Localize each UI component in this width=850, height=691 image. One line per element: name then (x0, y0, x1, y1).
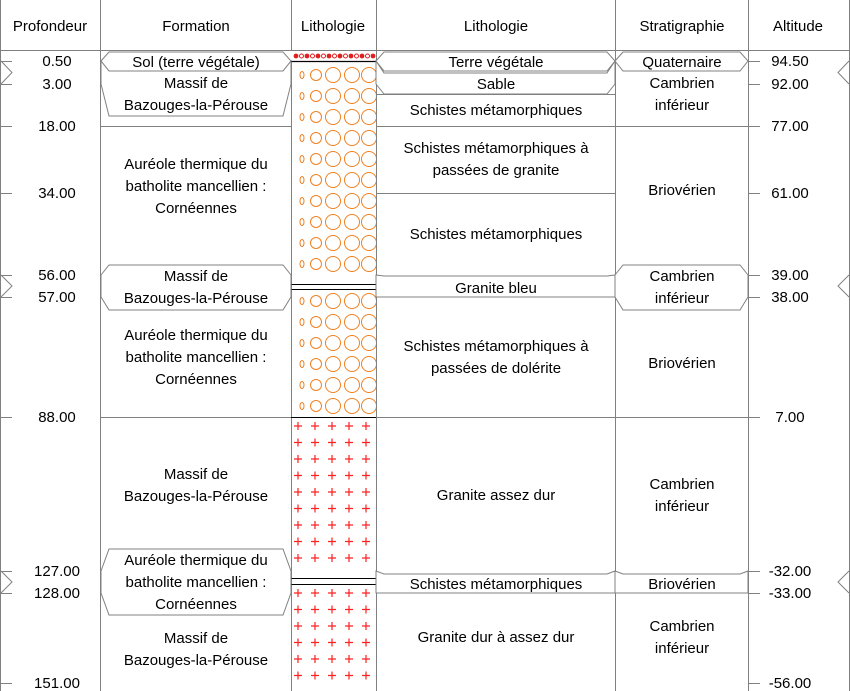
altitude-label: 94.50 (771, 53, 809, 70)
formation-text: Cornéennes (155, 596, 237, 613)
granite-symbol (328, 554, 336, 562)
metamorphic-symbol (345, 399, 360, 414)
soil-dot (349, 54, 354, 59)
altitude-label: -32.00 (768, 563, 812, 580)
granite-symbol (311, 472, 319, 480)
altitude-label: 39.00 (771, 267, 809, 284)
metamorphic-symbol (300, 198, 304, 205)
metamorphic-symbol (345, 315, 360, 330)
soil-dot (294, 54, 299, 59)
formation-text: batholite mancellien : (125, 178, 267, 195)
granite-symbol (294, 672, 302, 680)
metamorphic-symbol (362, 131, 377, 146)
granite-symbol (311, 672, 319, 680)
metamorphic-symbol (326, 357, 341, 372)
lithology-text: passées de dolérite (430, 360, 562, 377)
lithology-text: Terre végétale (448, 54, 544, 71)
granite-symbol (311, 422, 319, 430)
metamorphic-symbol (345, 336, 360, 351)
formation-text: Auréole thermique du (124, 156, 268, 173)
granite-symbol (311, 606, 319, 614)
metamorphic-symbol (345, 378, 360, 393)
altitude-range-marker (838, 61, 849, 84)
lithology-column (376, 52, 615, 646)
altitude-label: -33.00 (768, 585, 812, 602)
metamorphic-symbol (362, 152, 377, 167)
metamorphic-symbol (300, 403, 304, 410)
metamorphic-symbol (345, 236, 360, 251)
formation-text: batholite mancellien : (125, 574, 267, 591)
stratigraphy-text: Cambrien (649, 268, 715, 285)
header-formation: Formation (162, 18, 230, 35)
granite-symbol (328, 655, 336, 663)
granite-symbol (345, 639, 353, 647)
granite-symbol (345, 538, 353, 546)
metamorphic-symbol (311, 317, 322, 328)
metamorphic-symbol (362, 236, 377, 251)
granite-symbol (362, 672, 370, 680)
granite-symbol (362, 455, 370, 463)
depth-label: 3.00 (42, 76, 72, 93)
metamorphic-symbol (326, 89, 341, 104)
metamorphic-symbol (345, 215, 360, 230)
metamorphic-symbol (326, 294, 341, 309)
metamorphic-symbol (345, 110, 360, 125)
granite-symbol (294, 639, 302, 647)
granite-symbol (345, 655, 353, 663)
stratigraphy-text: Briovérien (648, 355, 716, 372)
metamorphic-symbol (311, 296, 322, 307)
stratigraphy-text: Briovérien (648, 576, 716, 593)
metamorphic-symbol (300, 72, 304, 79)
metamorphic-symbol (362, 194, 377, 209)
formation-text: Bazouges-la-Pérouse (123, 488, 269, 505)
stratigraphy-text: Briovérien (648, 182, 716, 199)
depth-label: 151.00 (34, 675, 80, 691)
header-lithologie: Lithologie (463, 18, 529, 35)
formation-text: Bazouges-la-Pérouse (123, 652, 269, 669)
metamorphic-symbol (345, 294, 360, 309)
lithology-text: Schistes métamorphiques à (403, 140, 589, 157)
granite-symbol (362, 472, 370, 480)
lithology-text: Granite bleu (455, 280, 537, 297)
granite-symbol (362, 554, 370, 562)
metamorphic-symbol (311, 338, 322, 349)
granite-symbol (362, 521, 370, 529)
granite-symbol (362, 655, 370, 663)
depth-label: 0.50 (42, 53, 72, 70)
granite-symbol (328, 672, 336, 680)
metamorphic-symbol (362, 110, 377, 125)
metamorphic-symbol (362, 68, 377, 83)
granite-symbol (328, 606, 336, 614)
depth-label: 127.00 (34, 563, 80, 580)
metamorphic-symbol (300, 361, 304, 368)
granite-symbol (294, 455, 302, 463)
metamorphic-symbol (345, 173, 360, 188)
lithology-text: Granite dur à assez dur (417, 629, 575, 646)
depth-label: 56.00 (38, 267, 76, 284)
altitude-label: 7.00 (775, 409, 805, 426)
lithology-text: Granite assez dur (436, 487, 556, 504)
stratigraphy-text: Cambrien (649, 75, 715, 92)
metamorphic-symbol (300, 261, 304, 268)
formation-text: Cornéennes (155, 200, 237, 217)
soil-dot (371, 54, 376, 59)
metamorphic-symbol (326, 152, 341, 167)
metamorphic-symbol (326, 215, 341, 230)
lithology-text: Schistes métamorphiques (409, 576, 583, 593)
granite-symbol (294, 538, 302, 546)
granite-symbol (362, 488, 370, 496)
granite-symbol (362, 439, 370, 447)
formation-text: Massif de (163, 75, 229, 92)
stratigraphy-text: inférieur (654, 290, 710, 307)
metamorphic-symbol (362, 357, 377, 372)
metamorphic-symbol (326, 110, 341, 125)
lithology-text: passées de granite (432, 162, 560, 179)
granite-symbol (345, 488, 353, 496)
stratigraphy-text: Cambrien (649, 618, 715, 635)
metamorphic-symbol (300, 219, 304, 226)
altitude-range-marker (838, 275, 849, 297)
metamorphic-symbol (311, 175, 322, 186)
granite-symbol (345, 554, 353, 562)
formation-text: batholite mancellien : (125, 349, 267, 366)
metamorphic-symbol (300, 298, 304, 305)
metamorphic-symbol (345, 131, 360, 146)
granite-symbol (294, 439, 302, 447)
metamorphic-symbol (311, 259, 322, 270)
metamorphic-symbol (300, 93, 304, 100)
formation-text: Sol (terre végétale) (132, 54, 260, 71)
altitude-range-marker (838, 571, 849, 593)
metamorphic-symbol (311, 401, 322, 412)
granite-symbol (328, 622, 336, 630)
metamorphic-symbol (311, 238, 322, 249)
granite-symbol (311, 455, 319, 463)
granite-symbol (345, 589, 353, 597)
stratigraphy-text: inférieur (654, 97, 710, 114)
granite-symbol (311, 505, 319, 513)
granite-symbol (311, 538, 319, 546)
metamorphic-symbol (326, 68, 341, 83)
depth-label: 128.00 (34, 585, 80, 602)
depth-range-marker (1, 61, 12, 84)
granite-symbol (328, 422, 336, 430)
metamorphic-symbol (311, 196, 322, 207)
granite-symbol (328, 521, 336, 529)
metamorphic-symbol (362, 294, 377, 309)
lithology-pattern-column (291, 51, 381, 680)
altitude-label: -56.00 (768, 675, 812, 691)
granite-symbol (311, 655, 319, 663)
formation-text: Auréole thermique du (124, 327, 268, 344)
header-row (13, 18, 823, 35)
depth-label: 88.00 (38, 409, 76, 426)
granite-symbol (311, 589, 319, 597)
metamorphic-symbol (345, 152, 360, 167)
soil-dot (305, 54, 310, 59)
metamorphic-symbol (362, 215, 377, 230)
granite-symbol (362, 589, 370, 597)
formation-text: Bazouges-la-Pérouse (123, 290, 269, 307)
metamorphic-symbol (300, 382, 304, 389)
granite-symbol (362, 505, 370, 513)
granite-symbol (345, 439, 353, 447)
granite-symbol (328, 488, 336, 496)
granite-symbol (294, 589, 302, 597)
altitude-label: 92.00 (771, 76, 809, 93)
metamorphic-symbol (300, 114, 304, 121)
depth-range-marker (1, 571, 12, 593)
granite-symbol (345, 622, 353, 630)
granite-symbol (362, 639, 370, 647)
stratigraphy-text: inférieur (654, 640, 710, 657)
metamorphic-symbol (326, 378, 341, 393)
metamorphic-symbol (326, 336, 341, 351)
metamorphic-symbol (300, 319, 304, 326)
metamorphic-symbol (300, 240, 304, 247)
granite-symbol (328, 639, 336, 647)
soil-dot (327, 54, 332, 59)
metamorphic-symbol (300, 340, 304, 347)
lithology-text: Sable (476, 76, 516, 93)
metamorphic-symbol (326, 257, 341, 272)
granite-symbol (328, 439, 336, 447)
formation-text: Cornéennes (155, 371, 237, 388)
soil-dot (360, 54, 365, 59)
formation-text: Bazouges-la-Pérouse (123, 97, 269, 114)
granite-symbol (311, 639, 319, 647)
granite-symbol (345, 606, 353, 614)
header-stratigraphie: Stratigraphie (639, 18, 725, 35)
granite-symbol (345, 521, 353, 529)
metamorphic-symbol (362, 257, 377, 272)
granite-symbol (328, 455, 336, 463)
granite-symbol (311, 488, 319, 496)
formation-column (101, 52, 291, 669)
granite-symbol (362, 422, 370, 430)
metamorphic-symbol (362, 89, 377, 104)
depth-label: 34.00 (38, 185, 76, 202)
altitude-label: 77.00 (771, 118, 809, 135)
formation-text: Massif de (163, 466, 229, 483)
granite-symbol (328, 589, 336, 597)
depth-range-marker (1, 275, 12, 297)
metamorphic-symbol (326, 131, 341, 146)
depth-label: 57.00 (38, 289, 76, 306)
granite-symbol (294, 554, 302, 562)
granite-symbol (311, 521, 319, 529)
granite-symbol (345, 505, 353, 513)
formation-text: Auréole thermique du (124, 552, 268, 569)
granite-symbol (294, 472, 302, 480)
soil-dot (316, 54, 321, 59)
metamorphic-symbol (300, 135, 304, 142)
stratigraphy-text: Quaternaire (642, 54, 722, 71)
granite-symbol (328, 538, 336, 546)
granite-symbol (294, 505, 302, 513)
granite-symbol (362, 538, 370, 546)
metamorphic-symbol (311, 154, 322, 165)
granite-symbol (311, 439, 319, 447)
granite-symbol (294, 488, 302, 496)
metamorphic-symbol (311, 91, 322, 102)
metamorphic-symbol (345, 89, 360, 104)
granite-symbol (328, 472, 336, 480)
metamorphic-symbol (362, 173, 377, 188)
metamorphic-symbol (345, 194, 360, 209)
metamorphic-symbol (326, 173, 341, 188)
granite-symbol (294, 622, 302, 630)
header-lithologie-pattern: Lithologie (300, 18, 366, 35)
granite-symbol (294, 521, 302, 529)
granite-symbol (328, 505, 336, 513)
granite-symbol (294, 655, 302, 663)
lithology-text: Schistes métamorphiques à (403, 338, 589, 355)
metamorphic-symbol (326, 399, 341, 414)
granite-symbol (311, 554, 319, 562)
formation-text: Massif de (163, 268, 229, 285)
metamorphic-symbol (326, 315, 341, 330)
granite-symbol (294, 606, 302, 614)
granite-symbol (294, 422, 302, 430)
metamorphic-symbol (326, 236, 341, 251)
metamorphic-symbol (362, 336, 377, 351)
granite-symbol (345, 672, 353, 680)
altitude-label: 38.00 (771, 289, 809, 306)
metamorphic-symbol (300, 156, 304, 163)
metamorphic-symbol (300, 177, 304, 184)
metamorphic-symbol (311, 359, 322, 370)
depth-label: 18.00 (38, 118, 76, 135)
metamorphic-symbol (345, 357, 360, 372)
lithology-text: Schistes métamorphiques (409, 226, 583, 243)
metamorphic-symbol (326, 194, 341, 209)
granite-symbol (345, 455, 353, 463)
granite-symbol (311, 622, 319, 630)
lithology-text: Schistes métamorphiques (409, 102, 583, 119)
granite-symbol (362, 606, 370, 614)
header-profondeur: Profondeur (12, 18, 88, 35)
stratigraphy-text: Cambrien (649, 476, 715, 493)
metamorphic-symbol (311, 112, 322, 123)
soil-dot (338, 54, 343, 59)
granite-symbol (345, 422, 353, 430)
metamorphic-symbol (345, 257, 360, 272)
metamorphic-symbol (311, 70, 322, 81)
formation-text: Massif de (163, 630, 229, 647)
metamorphic-symbol (311, 217, 322, 228)
metamorphic-symbol (362, 399, 377, 414)
header-altitude: Altitude (772, 18, 824, 35)
metamorphic-symbol (345, 68, 360, 83)
stratigraphy-text: inférieur (654, 498, 710, 515)
metamorphic-symbol (311, 380, 322, 391)
granite-symbol (362, 622, 370, 630)
granite-symbol (345, 472, 353, 480)
metamorphic-symbol (311, 133, 322, 144)
stratigraphy-column (615, 52, 748, 657)
metamorphic-symbol (362, 378, 377, 393)
altitude-label: 61.00 (771, 185, 809, 202)
metamorphic-symbol (362, 315, 377, 330)
